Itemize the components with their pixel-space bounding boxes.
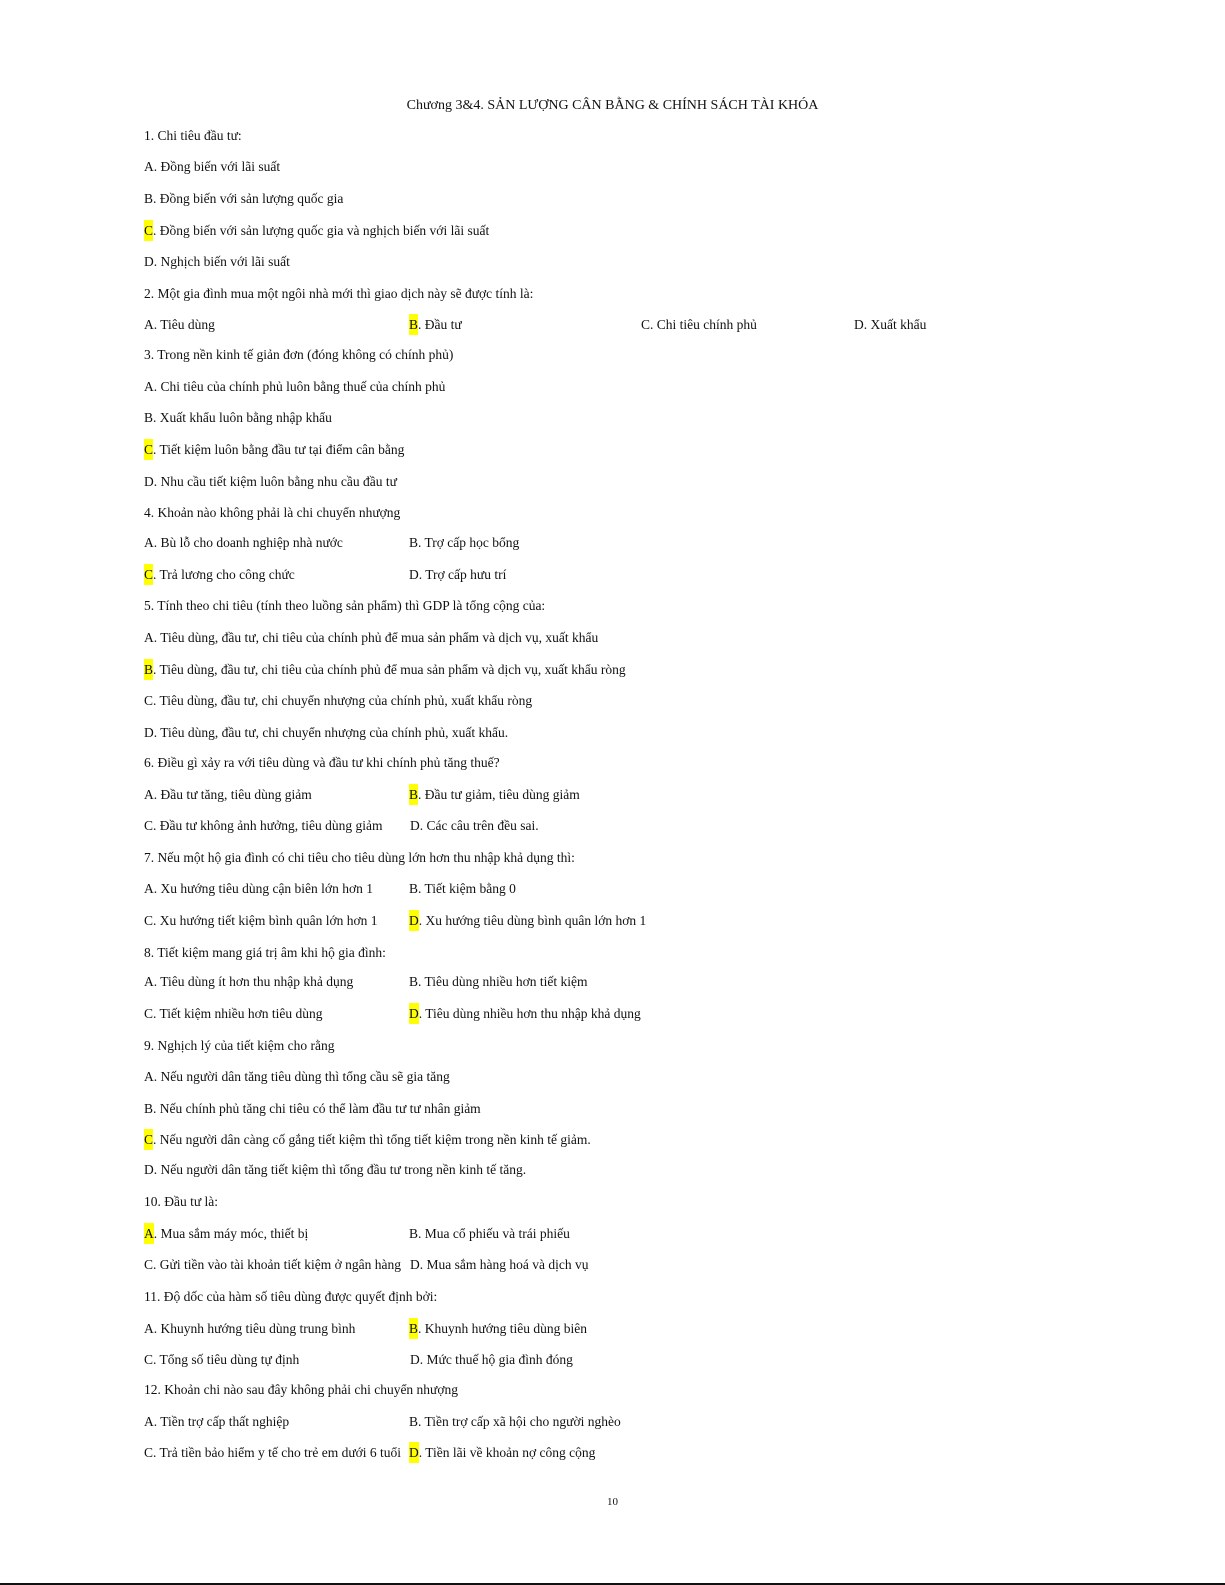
q9-option-c [144, 1131, 591, 1149]
option-text: . Tiêu dùng, đầu tư, chi tiêu của chính phủ để mua sản phẩm và dịch vụ, xuất khẩu ròng [153, 662, 626, 677]
q2-option-b [409, 316, 462, 334]
answer-highlight: D [409, 910, 419, 931]
answer-highlight: D [409, 1003, 419, 1024]
q5-option-c: C. Tiêu dùng, đầu tư, chi chuyển nhượng của chính phủ, xuất khẩu ròng [144, 693, 533, 708]
q12-option-d [409, 1444, 595, 1462]
answer-highlight: C [144, 1129, 153, 1150]
q8-option-b: B. Tiêu dùng nhiều hơn tiết kiệm [409, 974, 588, 989]
q7-option-b: B. Tiết kiệm bằng 0 [409, 881, 516, 896]
q6-option-a: A. Đầu tư tăng, tiêu dùng giảm [144, 787, 312, 802]
q9-option-d: D. Nếu người dân tăng tiết kiệm thì tổng đầu tư trong nền kinh tế tăng. [144, 1162, 527, 1177]
q8-option-d [409, 1005, 641, 1023]
q7-option-a: A. Xu hướng tiêu dùng cận biên lớn hơn 1 [144, 881, 373, 896]
q2-option-a: A. Tiêu dùng [144, 317, 215, 332]
q1-option-b: B. Đồng biến với sản lượng quốc gia [144, 191, 344, 206]
question-8: 8. Tiết kiệm mang giá trị âm khi hộ gia đình: [144, 945, 386, 960]
q6-option-d: D. Các câu trên đều sai. [410, 818, 539, 833]
question-9: 9. Nghịch lý của tiết kiệm cho rằng [144, 1038, 335, 1053]
q2-option-d: D. Xuất khẩu [854, 317, 927, 332]
option-text: . Khuynh hướng tiêu dùng biên [418, 1321, 587, 1336]
option-text: . Đầu tư giảm, tiêu dùng giảm [418, 787, 580, 802]
q5-option-a: A. Tiêu dùng, đầu tư, chi tiêu của chính phủ để mua sản phẩm và dịch vụ, xuất khẩu [144, 630, 599, 645]
option-text: . Đầu tư [418, 317, 462, 332]
q5-option-b [144, 661, 626, 679]
answer-highlight: D [409, 1442, 419, 1463]
answer-highlight: C [144, 220, 153, 241]
answer-highlight: B [409, 1318, 418, 1339]
option-text: . Trả lương cho công chức [153, 567, 295, 582]
q3-option-d: D. Nhu cầu tiết kiệm luôn bằng nhu cầu đầu tư [144, 474, 397, 489]
q4-option-d: D. Trợ cấp hưu trí [409, 567, 507, 582]
q6-option-b [409, 786, 580, 804]
q2-option-c: C. Chi tiêu chính phủ [641, 317, 757, 332]
option-text: . Đồng biến với sản lượng quốc gia và nghịch biến với lãi suất [153, 223, 490, 238]
q3-option-b: B. Xuất khẩu luôn bằng nhập khẩu [144, 410, 332, 425]
option-text: . Nếu người dân càng cố gắng tiết kiệm thì tổng tiết kiệm trong nền kinh tế giảm. [153, 1132, 591, 1147]
page-number: 10 [607, 1496, 618, 1508]
option-text: . Tiêu dùng nhiều hơn thu nhập khả dụng [418, 1006, 641, 1021]
option-text: . Tiết kiệm luôn bằng đầu tư tại điểm cân bằng [153, 442, 405, 457]
option-text: . Mua sắm máy móc, thiết bị [153, 1226, 309, 1241]
q12-option-b: B. Tiền trợ cấp xã hội cho người nghèo [409, 1414, 621, 1429]
q10-option-a [144, 1225, 308, 1243]
q4-option-b: B. Trợ cấp học bổng [409, 535, 520, 550]
question-12: 12. Khoản chi nào sau đây không phải chi chuyển nhượng [144, 1382, 459, 1397]
answer-highlight: A [144, 1223, 154, 1244]
q10-option-b: B. Mua cổ phiếu và trái phiếu [409, 1226, 570, 1241]
q12-option-a: A. Tiền trợ cấp thất nghiệp [144, 1414, 290, 1429]
answer-highlight: B [144, 659, 153, 680]
q10-option-c: C. Gửi tiền vào tài khoản tiết kiệm ở ngân hàng [144, 1257, 402, 1272]
question-11: 11. Độ dốc của hàm số tiêu dùng được quyết định bởi: [144, 1289, 438, 1304]
q11-option-b [409, 1320, 587, 1338]
answer-highlight: B [409, 314, 418, 335]
q12-option-c: C. Trả tiền bảo hiểm y tế cho trẻ em dưới 6 tuổi [144, 1445, 402, 1460]
q1-option-c [144, 222, 489, 240]
q8-option-c: C. Tiết kiệm nhiều hơn tiêu dùng [144, 1006, 323, 1021]
answer-highlight: B [409, 784, 418, 805]
question-2: 2. Một gia đình mua một ngôi nhà mới thì giao dịch này sẽ được tính là: [144, 286, 534, 301]
q4-option-a: A. Bù lỗ cho doanh nghiệp nhà nước [144, 535, 343, 550]
question-7: 7. Nếu một hộ gia đình có chi tiêu cho tiêu dùng lớn hơn thu nhập khả dụng thì: [144, 850, 575, 865]
page-title: Chương 3&4. SẢN LƯỢNG CÂN BẰNG & CHÍNH SÁCH TÀI KHÓA [406, 98, 819, 113]
q11-option-c: C. Tổng số tiêu dùng tự định [144, 1352, 300, 1367]
q10-option-d: D. Mua sắm hàng hoá và dịch vụ [410, 1257, 589, 1272]
answer-highlight: C [144, 564, 153, 585]
question-3: 3. Trong nền kinh tế giản đơn (đóng không có chính phủ) [144, 347, 454, 362]
q1-option-d: D. Nghịch biến với lãi suất [144, 254, 290, 269]
answer-highlight: C [144, 439, 153, 460]
option-text: . Xu hướng tiêu dùng bình quân lớn hơn 1 [418, 913, 647, 928]
option-text: . Tiền lãi về khoản nợ công cộng [418, 1445, 596, 1460]
question-10: 10. Đầu tư là: [144, 1194, 219, 1209]
q3-option-a: A. Chi tiêu của chính phủ luôn bằng thuế của chính phủ [144, 379, 446, 394]
q4-option-c [144, 566, 295, 584]
question-5: 5. Tính theo chi tiêu (tính theo luồng sản phẩm) thì GDP là tổng cộng của: [144, 598, 546, 613]
question-6: 6. Điều gì xảy ra với tiêu dùng và đầu tư khi chính phủ tăng thuế? [144, 755, 500, 770]
q11-option-d: D. Mức thuế hộ gia đình đóng [410, 1352, 573, 1367]
q7-option-d [409, 912, 646, 930]
q3-option-c [144, 441, 404, 459]
q5-option-d: D. Tiêu dùng, đầu tư, chi chuyển nhượng của chính phủ, xuất khẩu. [144, 725, 509, 740]
q8-option-a: A. Tiêu dùng ít hơn thu nhập khả dụng [144, 974, 354, 989]
question-1: 1. Chi tiêu đầu tư: [144, 128, 242, 143]
q1-option-a: A. Đồng biến với lãi suất [144, 159, 281, 174]
q6-option-c: C. Đầu tư không ảnh hưởng, tiêu dùng giảm [144, 818, 383, 833]
q7-option-c: C. Xu hướng tiết kiệm bình quân lớn hơn 1 [144, 913, 378, 928]
q11-option-a: A. Khuynh hướng tiêu dùng trung bình [144, 1321, 356, 1336]
question-4: 4. Khoản nào không phải là chi chuyển nhượng [144, 505, 401, 520]
q9-option-a: A. Nếu người dân tăng tiêu dùng thì tổng cầu sẽ gia tăng [144, 1069, 450, 1084]
q9-option-b: B. Nếu chính phủ tăng chi tiêu có thể làm đầu tư tư nhân giảm [144, 1101, 481, 1116]
